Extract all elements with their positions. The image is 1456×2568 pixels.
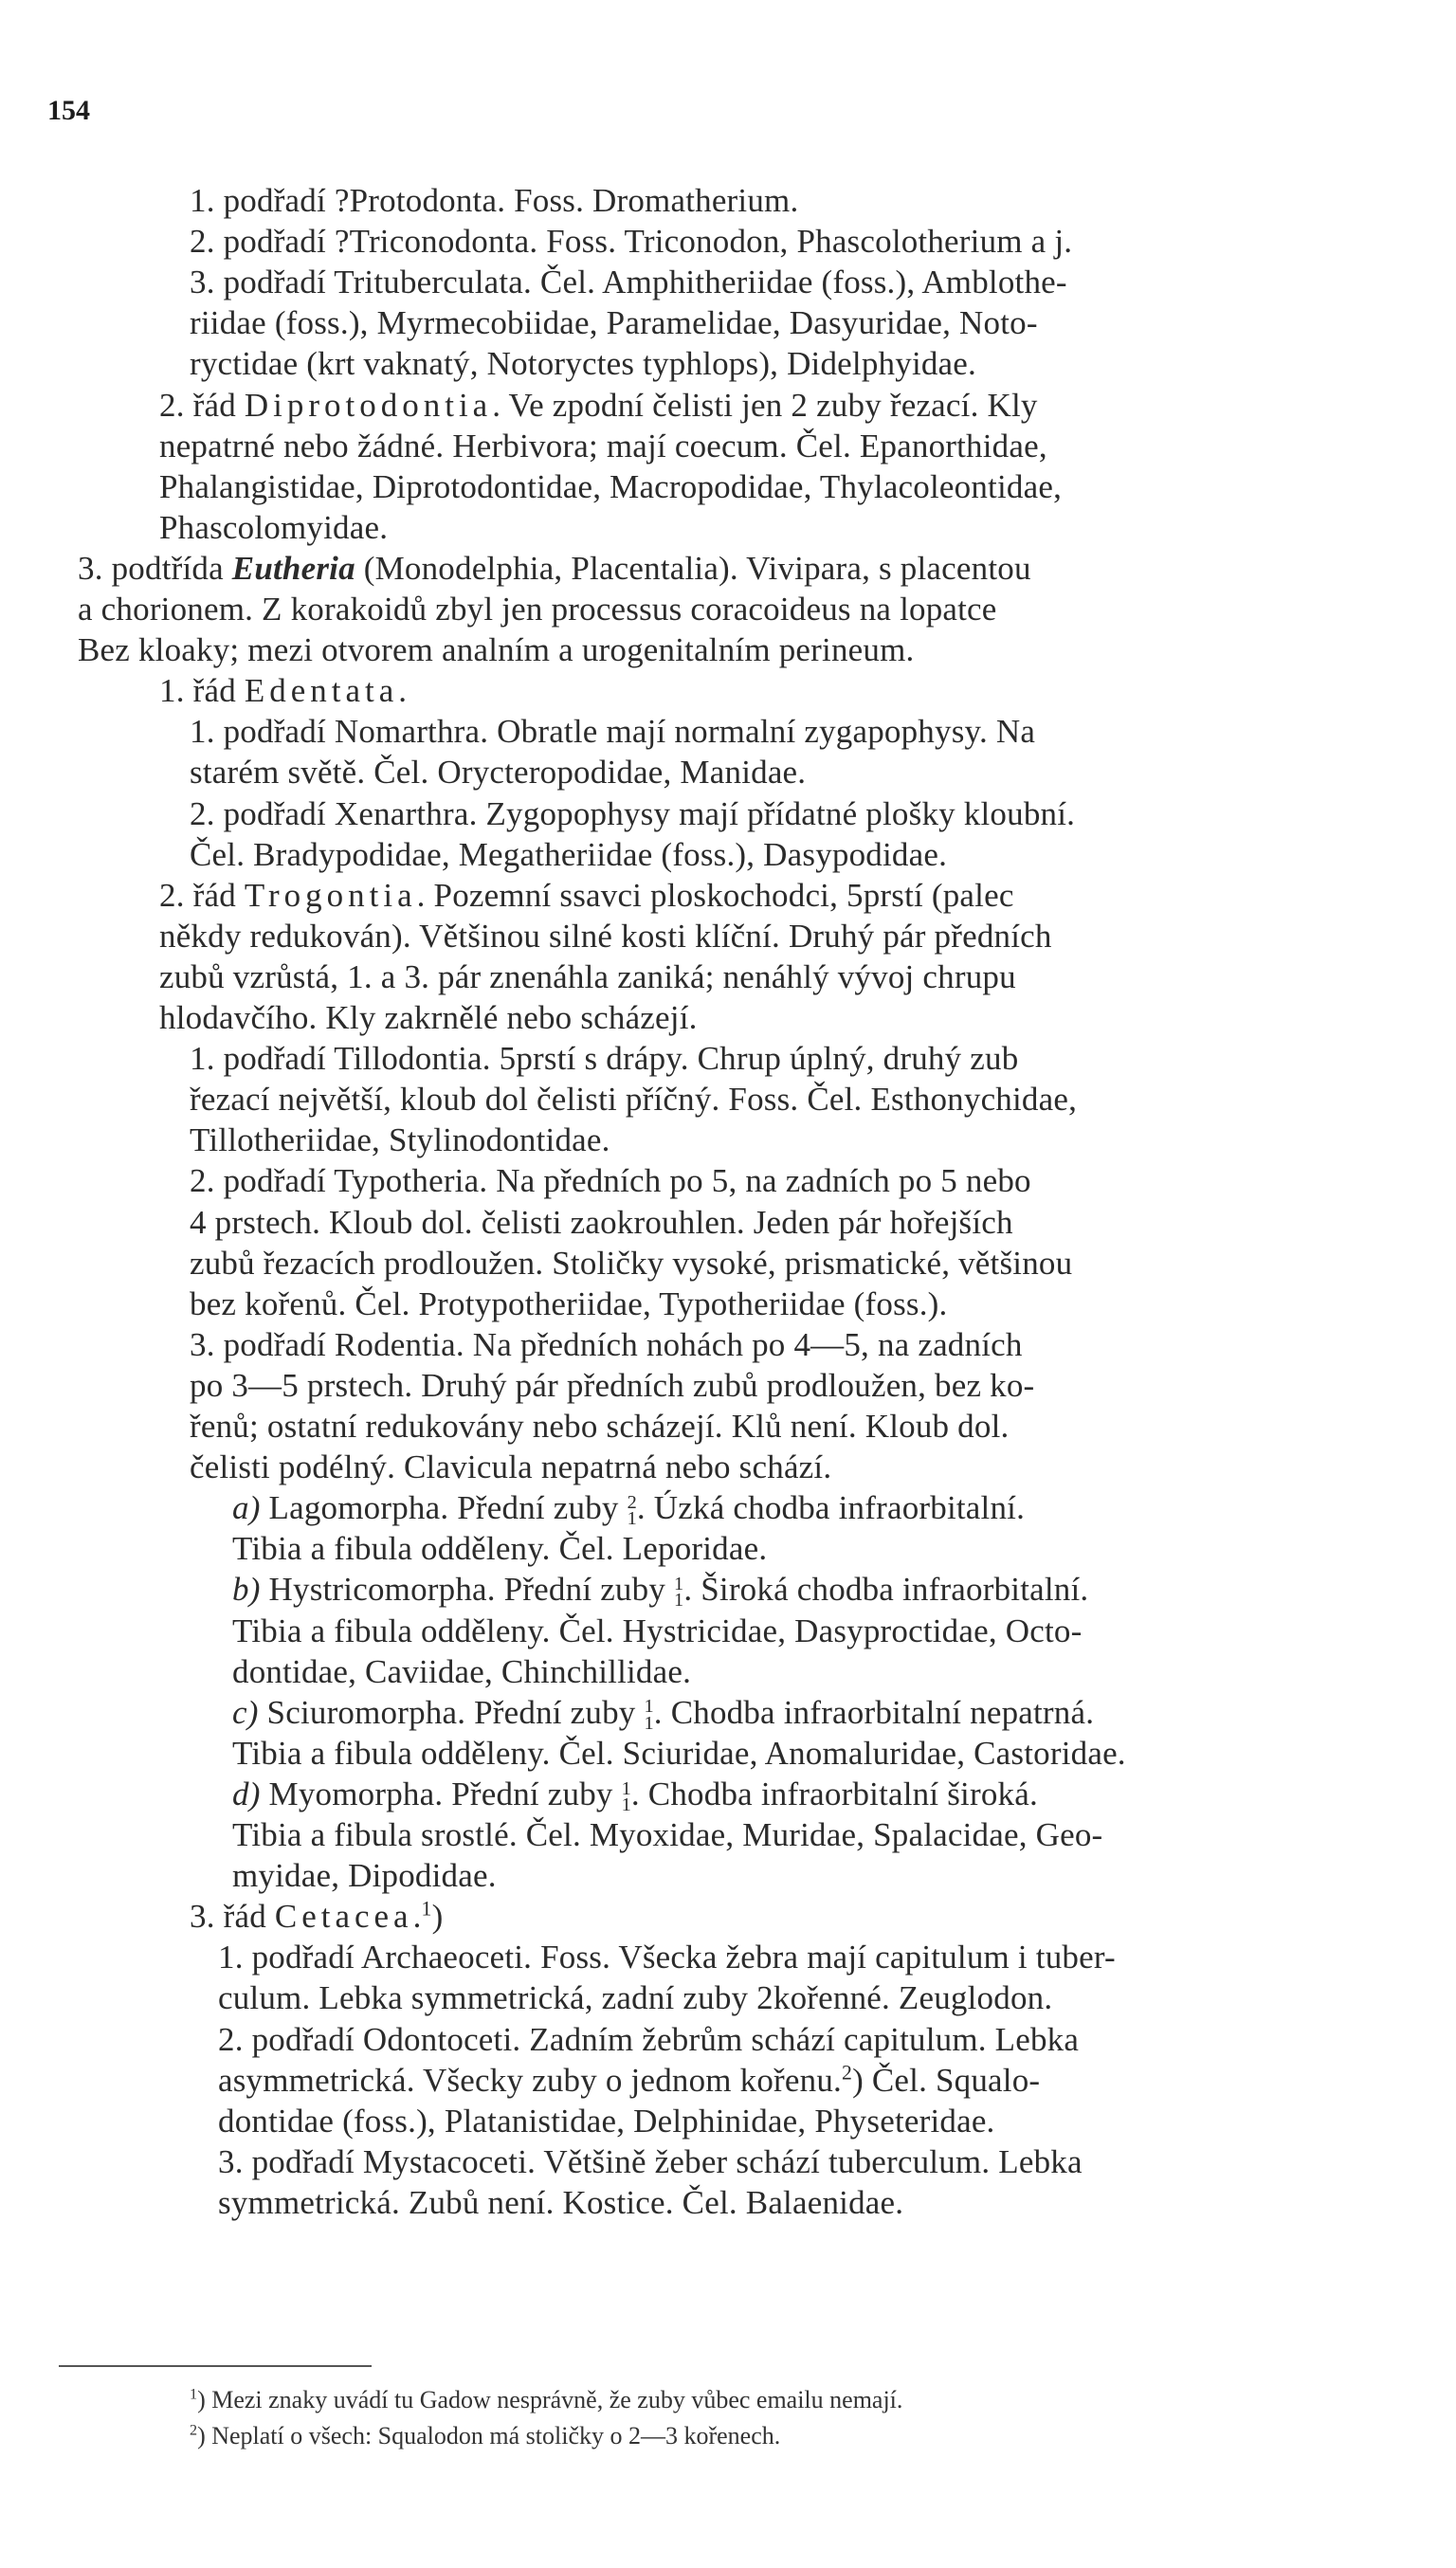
order-name: Cetacea	[274, 1898, 413, 1936]
text-line	[232, 1855, 497, 1897]
text-span: 1. podřadí ?Protodonta. Foss. Dromatherium.	[190, 182, 799, 219]
text-span: 1. řád	[159, 672, 245, 710]
text-span: po 3—5 prstech. Druhý pár předních zubů prodloužen, bez ko-	[190, 1366, 1035, 1404]
text-span: čelisti podélný. Clavicula nepatrná nebo schází.	[190, 1448, 832, 1486]
text-line	[232, 1774, 1038, 1815]
text-line	[232, 1569, 1088, 1611]
text-span: Phascolomyidae.	[159, 508, 389, 546]
text-span: riidae (foss.), Myrmecobiidae, Paramelidae, Dasyuridae, Noto-	[190, 304, 1038, 342]
text-span: Lagomorpha. Přední zuby	[260, 1489, 628, 1527]
text-line	[190, 1365, 1034, 1407]
text-line	[159, 466, 1062, 508]
text-line	[232, 1692, 1094, 1734]
text-line	[190, 1202, 1013, 1244]
text-span: . Ve zpodní čelisti jen 2 zuby řezací. Kly	[492, 386, 1038, 424]
text-span: 4 prstech. Kloub dol. čelisti zaokrouhlen. Jeden pár hořejších	[190, 1203, 1013, 1241]
footnote-text: ) Neplatí o všech: Squalodon má stoličky o 2—3 kořenech.	[197, 2422, 781, 2450]
list-marker: d)	[232, 1775, 261, 1812]
text-span: asymmetrická. Všecky zuby o jednom kořenu.	[218, 2061, 843, 2099]
subclass-name: Eutheria	[231, 549, 355, 587]
text-line	[218, 2141, 1083, 2183]
footnote	[190, 2383, 902, 2417]
tooth-formula: 2 1	[627, 1491, 637, 1530]
text-line	[190, 1284, 947, 1325]
text-line	[232, 1528, 767, 1570]
text-line	[190, 711, 1035, 753]
text-span: . Pozemní ssavci ploskochodci, 5prstí (palec	[416, 876, 1014, 914]
text-span: 2. podřadí Typotheria. Na předních po 5, na zadních po 5 nebo	[190, 1162, 1031, 1200]
text-line	[190, 1406, 1009, 1448]
tooth-formula: 1 1	[621, 1777, 631, 1815]
text-span: ) Čel. Squalo-	[852, 2061, 1041, 2099]
text-span: hlodavčího. Kly zakrnělé nebo scházejí.	[159, 999, 698, 1036]
text-line	[190, 262, 1067, 303]
text-line	[232, 1611, 1082, 1652]
text-span: .	[398, 672, 408, 710]
text-line	[190, 343, 976, 385]
order-name: Edentata	[244, 672, 399, 710]
text-span: a chorionem. Z korakoidů zbyl jen processus coracoideus na lopatce	[78, 591, 997, 628]
text-span: symmetrická. Zubů není. Kostice. Čel. Balaenidae.	[218, 2183, 904, 2221]
list-marker: b)	[232, 1571, 261, 1609]
text-line	[159, 916, 1052, 957]
text-span: 3. podřadí Mystacoceti. Většině žeber schází tuberculum. Lebka	[218, 2142, 1083, 2180]
text-line	[190, 1160, 1031, 1202]
text-span: Myomorpha. Přední zuby	[260, 1775, 622, 1812]
text-line	[218, 1977, 1052, 2019]
text-span: Čel. Bradypodidae, Megatheriidae (foss.), Dasypodidae.	[190, 835, 948, 873]
text-span: starém světě. Čel. Orycteropodidae, Manidae.	[190, 754, 807, 792]
text-span: .	[412, 1898, 422, 1936]
text-line	[190, 302, 1038, 344]
text-span: 1. podřadí Tillodontia. 5prstí s drápy. Chrup úplný, druhý zub	[190, 1040, 1019, 1078]
text-span: 3. podřadí Trituberculata. Čel. Amphitheriidae (foss.), Amblothe-	[190, 264, 1067, 301]
text-span: Tillotheriidae, Stylinodontidae.	[190, 1121, 610, 1159]
text-line	[78, 589, 997, 630]
text-span: Phalangistidae, Diprotodontidae, Macropodidae, Thylacoleontidae,	[159, 467, 1063, 505]
text-line	[159, 507, 388, 549]
text-line	[190, 1447, 831, 1488]
text-span: dontidae (foss.), Platanistidae, Delphinidae, Physeteridae.	[218, 2102, 995, 2140]
text-line	[190, 1120, 610, 1161]
text-span: 1. podřadí Nomarthra. Obratle mají normalní zygapophysy. Na	[190, 713, 1036, 751]
text-span: Bez kloaky; mezi otvorem analním a urogenitalním perineum.	[78, 631, 915, 669]
footnote-ref: 2	[842, 2060, 853, 2084]
text-line	[232, 1487, 1025, 1529]
text-line	[190, 1896, 443, 1938]
text-line	[218, 2182, 903, 2224]
text-span: řenů; ostatní redukovány nebo scházejí. Klů není. Kloub dol.	[190, 1408, 1010, 1445]
text-span: 2. podřadí ?Triconodonta. Foss. Triconodon, Phascolotherium a j.	[190, 223, 1073, 261]
text-span: někdy redukován). Většinou silné kosti klíční. Druhý pár předních	[159, 917, 1052, 955]
list-marker: a)	[232, 1489, 261, 1527]
text-span: zubů vzrůstá, 1. a 3. pár znenáhla zaniká; nenáhlý vývoj chrupu	[159, 957, 1016, 995]
text-span: Hystricomorpha. Přední zuby	[260, 1571, 674, 1609]
text-span: 3. podtřída	[78, 549, 232, 587]
list-marker: c)	[232, 1693, 259, 1731]
text-span: culum. Lebka symmetrická, zadní zuby 2kořenné. Zeuglodon.	[218, 1979, 1053, 2017]
text-span: . Chodba infraorbitalní nepatrná.	[653, 1693, 1095, 1731]
text-line	[190, 834, 947, 876]
order-name: Trogontia	[244, 876, 417, 914]
text-line	[218, 2019, 1079, 2061]
text-span: )	[431, 1898, 444, 1936]
text-line	[78, 548, 1031, 590]
text-span: nepatrné nebo žádné. Herbivora; mají coecum. Čel. Epanorthidae,	[159, 427, 1047, 464]
text-span: . Chodba infraorbitalní široká.	[630, 1775, 1038, 1812]
footnote	[190, 2419, 780, 2453]
text-line	[159, 997, 698, 1039]
text-span: 2. řád	[159, 386, 245, 424]
text-line	[190, 793, 1075, 835]
text-line	[190, 752, 806, 793]
text-span: 3. řád	[190, 1898, 275, 1936]
text-span: Tibia a fibula odděleny. Čel. Leporidae.	[232, 1530, 768, 1568]
text-line	[159, 426, 1047, 467]
text-line	[159, 875, 1014, 917]
text-line	[190, 1324, 1023, 1366]
text-line	[232, 1651, 691, 1693]
text-line	[190, 1079, 1077, 1120]
text-span: 1. podřadí Archaeoceti. Foss. Všecka žebra mají capitulum i tuber-	[218, 1939, 1116, 1976]
text-line	[159, 956, 1016, 998]
text-line	[232, 1733, 1126, 1775]
text-span: Sciuromorpha. Přední zuby	[258, 1693, 645, 1731]
tooth-formula: 1 1	[673, 1574, 684, 1612]
text-line	[190, 221, 1072, 263]
text-span: Tibia a fibula odděleny. Čel. Sciuridae, Anomaluridae, Castoridae.	[232, 1734, 1126, 1772]
text-span: 2. řád	[159, 876, 245, 914]
tooth-formula: 1 1	[644, 1696, 654, 1734]
text-line	[78, 629, 914, 671]
text-line	[218, 2060, 1040, 2102]
text-line	[190, 1243, 1072, 1284]
text-span: Tibia a fibula odděleny. Čel. Hystricidae, Dasyproctidae, Octo-	[232, 1612, 1083, 1649]
text-span: zubů řezacích prodloužen. Stoličky vysoké, prismatické, většinou	[190, 1244, 1073, 1282]
text-span: myidae, Dipodidae.	[232, 1857, 497, 1895]
text-span: (Monodelphia, Placentalia). Vivipara, s placentou	[355, 549, 1031, 587]
text-line	[159, 385, 1038, 427]
text-span: 3. podřadí Rodentia. Na předních nohách po 4—5, na zadních	[190, 1325, 1023, 1363]
text-span: ryctidae (krt vaknatý, Notoryctes typhlops), Didelphyidae.	[190, 345, 976, 383]
footnote-mark: 2	[190, 2422, 198, 2439]
page-number: 154	[47, 95, 90, 126]
text-span: řezací největší, kloub dol čelisti příčný. Foss. Čel. Esthonychidae,	[190, 1081, 1078, 1119]
text-span: 2. podřadí Odontoceti. Zadním žebrům schází capitulum. Lebka	[218, 2020, 1080, 2058]
text-line	[159, 670, 407, 712]
footnote-ref: 1	[421, 1897, 432, 1921]
footnote-mark: 1	[190, 2386, 198, 2403]
text-span: . Široká chodba infraorbitalní.	[683, 1571, 1089, 1609]
text-span: Tibia a fibula srostlé. Čel. Myoxidae, Muridae, Spalacidae, Geo-	[232, 1816, 1103, 1853]
footnote-text: ) Mezi znaky uvádí tu Gadow nesprávně, že zuby vůbec emailu nemají.	[197, 2386, 903, 2413]
order-name: Diprotodontia	[244, 386, 493, 424]
text-line	[218, 1937, 1116, 1978]
text-line	[190, 180, 798, 222]
text-span: 2. podřadí Xenarthra. Zygopophysy mají přídatné plošky kloubní.	[190, 794, 1076, 832]
text-line	[190, 1038, 1018, 1080]
text-span: bez kořenů. Čel. Protypotheriidae, Typotheriidae (foss.).	[190, 1284, 948, 1322]
text-line	[218, 2101, 995, 2142]
text-line	[232, 1814, 1102, 1856]
footnote-rule	[59, 2365, 372, 2367]
text-span: . Úzká chodba infraorbitalní.	[636, 1489, 1026, 1527]
text-span: dontidae, Caviidae, Chinchillidae.	[232, 1652, 692, 1690]
